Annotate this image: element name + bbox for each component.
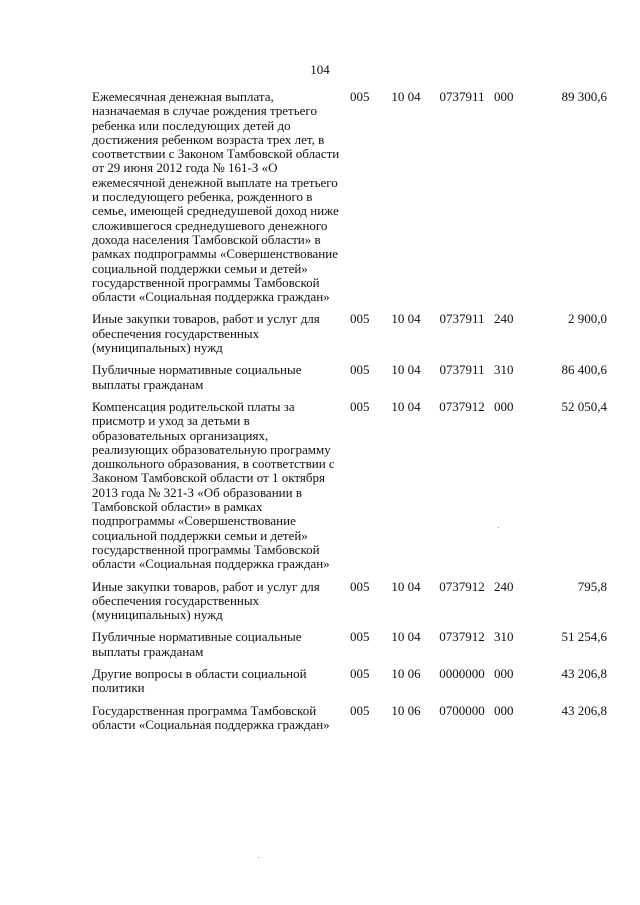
row-name: Компенсация родительской платы за присмотр и уход за детьми в образовательных организациях, реализующих образовательную программу дошкольного образования, в соответствии с Законом Тамбовской области от 1 октября 2013 года № 321-З «Об образовании в Тамбовской области» в рамках подпрограммы «Совершенствование социальной поддержки семьи и детей» государственной программы Тамбовской области «Социальная поддержка граждан» <box>92 398 335 572</box>
row-name: Иные закупки товаров, работ и услуг для обеспечения государственных (муниципальных) нужд <box>92 311 320 356</box>
row-expense-type: 000 <box>494 665 514 681</box>
row-amount: 43 206,8 <box>561 665 607 681</box>
row-expense-type: 000 <box>494 89 514 104</box>
row-target-article: 0000000 <box>439 665 485 681</box>
row-expense-type: 000 <box>494 702 514 718</box>
row-amount: 2 900,0 <box>568 311 607 327</box>
row-target-article: 0737912 <box>439 629 485 645</box>
row-target-article: 0737911 <box>439 89 485 104</box>
row-name: Другие вопросы в области социальной политики <box>92 665 307 696</box>
row-amount: 795,8 <box>577 578 607 594</box>
row-section-code: 10 04 <box>391 311 421 327</box>
row-target-article: 0737912 <box>439 398 485 414</box>
table-row <box>92 667 607 704</box>
table-row <box>92 363 607 400</box>
row-ved-code: 005 <box>350 362 370 378</box>
table-row <box>92 704 607 741</box>
row-amount: 89 300,6 <box>561 89 607 104</box>
row-name: Публичные нормативные социальные выплаты гражданам <box>92 362 302 392</box>
row-expense-type: 310 <box>494 362 514 378</box>
row-target-article: 0737911 <box>439 311 485 327</box>
row-name: Публичные нормативные социальные выплаты гражданам <box>92 629 302 659</box>
row-name: Ежемесячная денежная выплата, назначаемая в случае рождения третьего ребенка или последующих детей до достижения ребенком возраста трех лет, в соответствии с Законом Тамбовской области от 29 июня 2012 года № 161-З «О ежемесячной денежной выплате на третьего и последующего ребенка, рожденного в семье, имеющей среднедушевой доход ниже сложившегося среднедушевого денежного дохода населения Тамбовской области» в рамках подпрограммы «Совершенствование социальной поддержки семьи и детей» государственной программы Тамбовской области «Социальная поддержка граждан» <box>92 89 340 305</box>
row-section-code: 10 04 <box>391 362 421 378</box>
row-amount: 51 254,6 <box>561 629 607 645</box>
table-row <box>92 630 607 667</box>
row-ved-code: 005 <box>350 89 370 104</box>
row-ved-code: 005 <box>350 665 370 681</box>
table-row <box>92 90 607 312</box>
row-section-code: 10 04 <box>391 398 421 414</box>
row-expense-type: 240 <box>494 578 514 594</box>
row-amount: 43 206,8 <box>561 702 607 718</box>
row-target-article: 0700000 <box>439 702 485 718</box>
row-amount: 86 400,6 <box>561 362 607 378</box>
row-target-article: 0737912 <box>439 578 485 594</box>
row-ved-code: 005 <box>350 702 370 718</box>
row-ved-code: 005 <box>350 311 370 327</box>
page-number: 104 <box>310 62 330 77</box>
row-section-code: 10 06 <box>391 665 421 681</box>
row-section-code: 10 04 <box>391 629 421 645</box>
row-amount: 52 050,4 <box>561 398 607 414</box>
row-target-article: 0737911 <box>439 362 485 378</box>
row-section-code: 10 04 <box>391 89 421 104</box>
table-row <box>92 312 607 363</box>
table-body <box>92 90 607 740</box>
row-ved-code: 005 <box>350 629 370 645</box>
row-section-code: 10 04 <box>391 578 421 594</box>
row-expense-type: 310 <box>494 629 514 645</box>
scan-speck <box>258 857 259 858</box>
table-row <box>92 400 607 580</box>
row-name: Государственная программа Тамбовской области «Социальная поддержка граждан» <box>92 702 330 732</box>
row-ved-code: 005 <box>350 578 370 594</box>
row-section-code: 10 06 <box>391 702 421 718</box>
budget-table <box>92 90 607 740</box>
row-expense-type: 000 <box>494 398 514 414</box>
scan-speck <box>498 527 499 528</box>
row-name: Иные закупки товаров, работ и услуг для обеспечения государственных (муниципальных) нужд <box>92 578 320 623</box>
row-expense-type: 240 <box>494 311 514 327</box>
table-row <box>92 580 607 631</box>
row-ved-code: 005 <box>350 398 370 414</box>
